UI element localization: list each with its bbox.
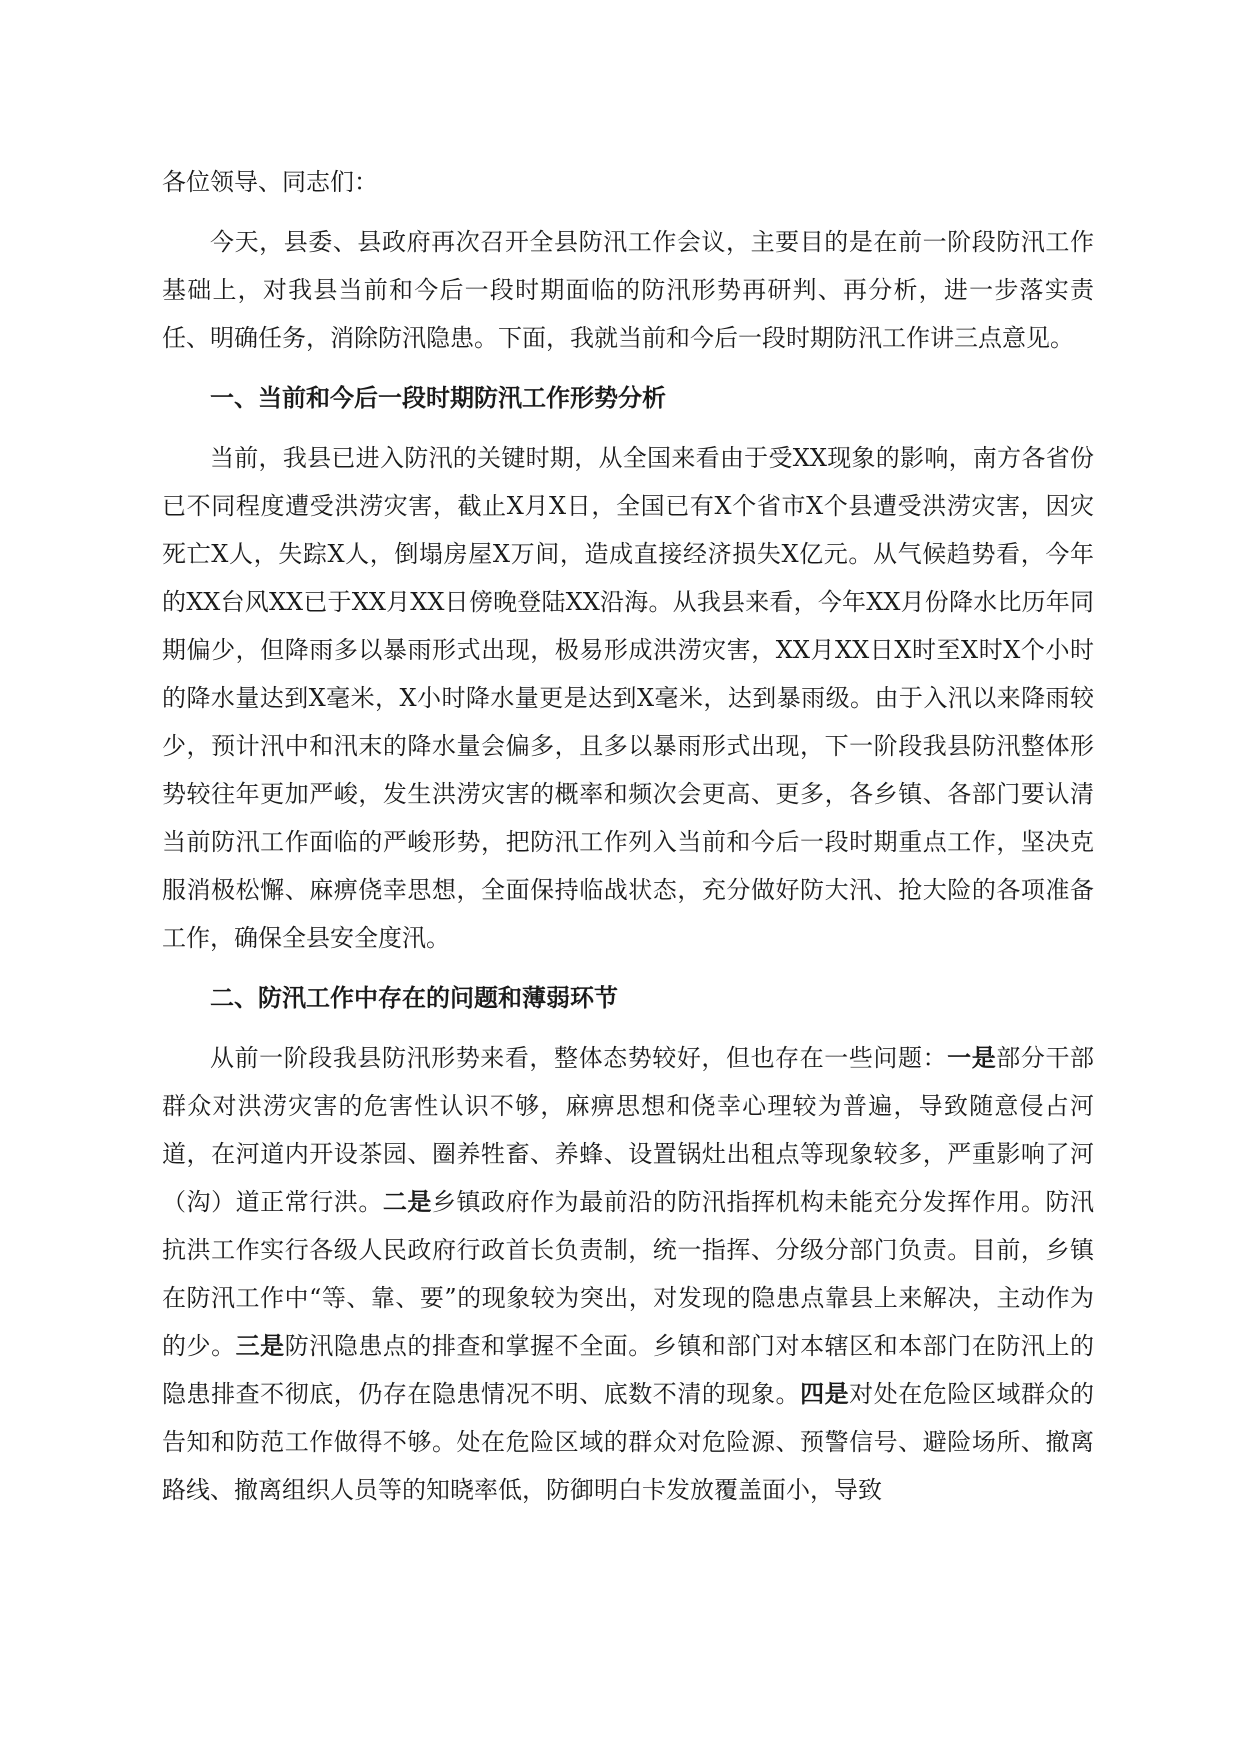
salutation: 各位领导、同志们： <box>162 168 378 196</box>
point-1-keyword: 一是 <box>947 1044 997 1072</box>
section-2-lead: 从前一阶段我县防汛形势来看，整体态势较好，但也存在一些问题： <box>210 1044 948 1072</box>
intro-paragraph: 今天，县委、县政府再次召开全县防汛工作会议，主要目的是在前一阶段防汛工作基础上，对我县当前和今后一段时期面临的防汛形势再研判、再分析，进一步落实责任、明确任务，消除防汛隐患。下面，我就当前和今后一段时期防汛工作讲三点意见。 <box>162 228 1094 352</box>
point-4-keyword: 四是 <box>800 1380 850 1408</box>
point-2-keyword: 二是 <box>382 1188 432 1216</box>
point-3-text: 防汛隐患点的排查和掌握不全面。乡镇和部门对本辖区和本部门在防汛上的隐患排查不彻底，仍存在隐患情况不明、底数不清的现象。 <box>162 1332 1095 1408</box>
point-4-text: 对处在危险区域群众的告知和防范工作做得不够。处在危险区域的群众对危险源、预警信号、避险场所、撤离路线、撤离组织人员等的知晓率低，防御明白卡发放覆盖面小，导致 <box>162 1380 1095 1504</box>
section-2-heading: 二、防汛工作中存在的问题和薄弱环节 <box>210 984 618 1012</box>
section-2-paragraph <box>162 1034 1094 1514</box>
section-1-heading: 一、当前和今后一段时期防汛工作形势分析 <box>210 384 666 412</box>
point-1-text: 部分干部群众对洪涝灾害的危害性认识不够，麻痹思想和侥幸心理较为普遍，导致随意侵占河道，在河道内开设茶园、圈养牲畜、养蜂、设置锅灶出租点等现象较多，严重影响了河（沟）道正常行洪。 <box>162 1044 1095 1216</box>
section-1-paragraph: 当前，我县已进入防汛的关键时期，从全国来看由于受XX现象的影响，南方各省份已不同程度遭受洪涝灾害，截止X月X日，全国已有X个省市X个县遭受洪涝灾害，因灾死亡X人，失踪X人，倒塌房屋X万间，造成直接经济损失X亿元。从气候趋势看，今年的XX台风XX已于XX月XX日傍晚登陆XX沿海。从我县来看，今年XX月份降水比历年同期偏少，但降雨多以暴雨形式出现，极易形成洪涝灾害，XX月XX日X时至X时X个小时的降水量达到X毫米，X小时降水量更是达到X毫米，达到暴雨级。由于入汛以来降雨较少，预计汛中和汛末的降水量会偏多，且多以暴雨形式出现，下一阶段我县防汛整体形势较往年更加严峻，发生洪涝灾害的概率和频次会更高、更多，各乡镇、各部门要认清当前防汛工作面临的严峻形势，把防汛工作列入当前和今后一段时期重点工作，坚决克服消极松懈、麻痹侥幸思想，全面保持临战状态，充分做好防大汛、抢大险的各项准备工作，确保全县安全度汛。 <box>162 444 1094 952</box>
point-3-keyword: 三是 <box>235 1332 285 1360</box>
point-2-text: 乡镇政府作为最前沿的防汛指挥机构未能充分发挥作用。防汛抗洪工作实行各级人民政府行政首长负责制，统一指挥、分级分部门负责。目前，乡镇在防汛工作中“等、靠、要”的现象较为突出，对发现的隐患点靠县上来解决，主动作为的少。 <box>162 1188 1095 1360</box>
document-page <box>162 158 1094 1526</box>
